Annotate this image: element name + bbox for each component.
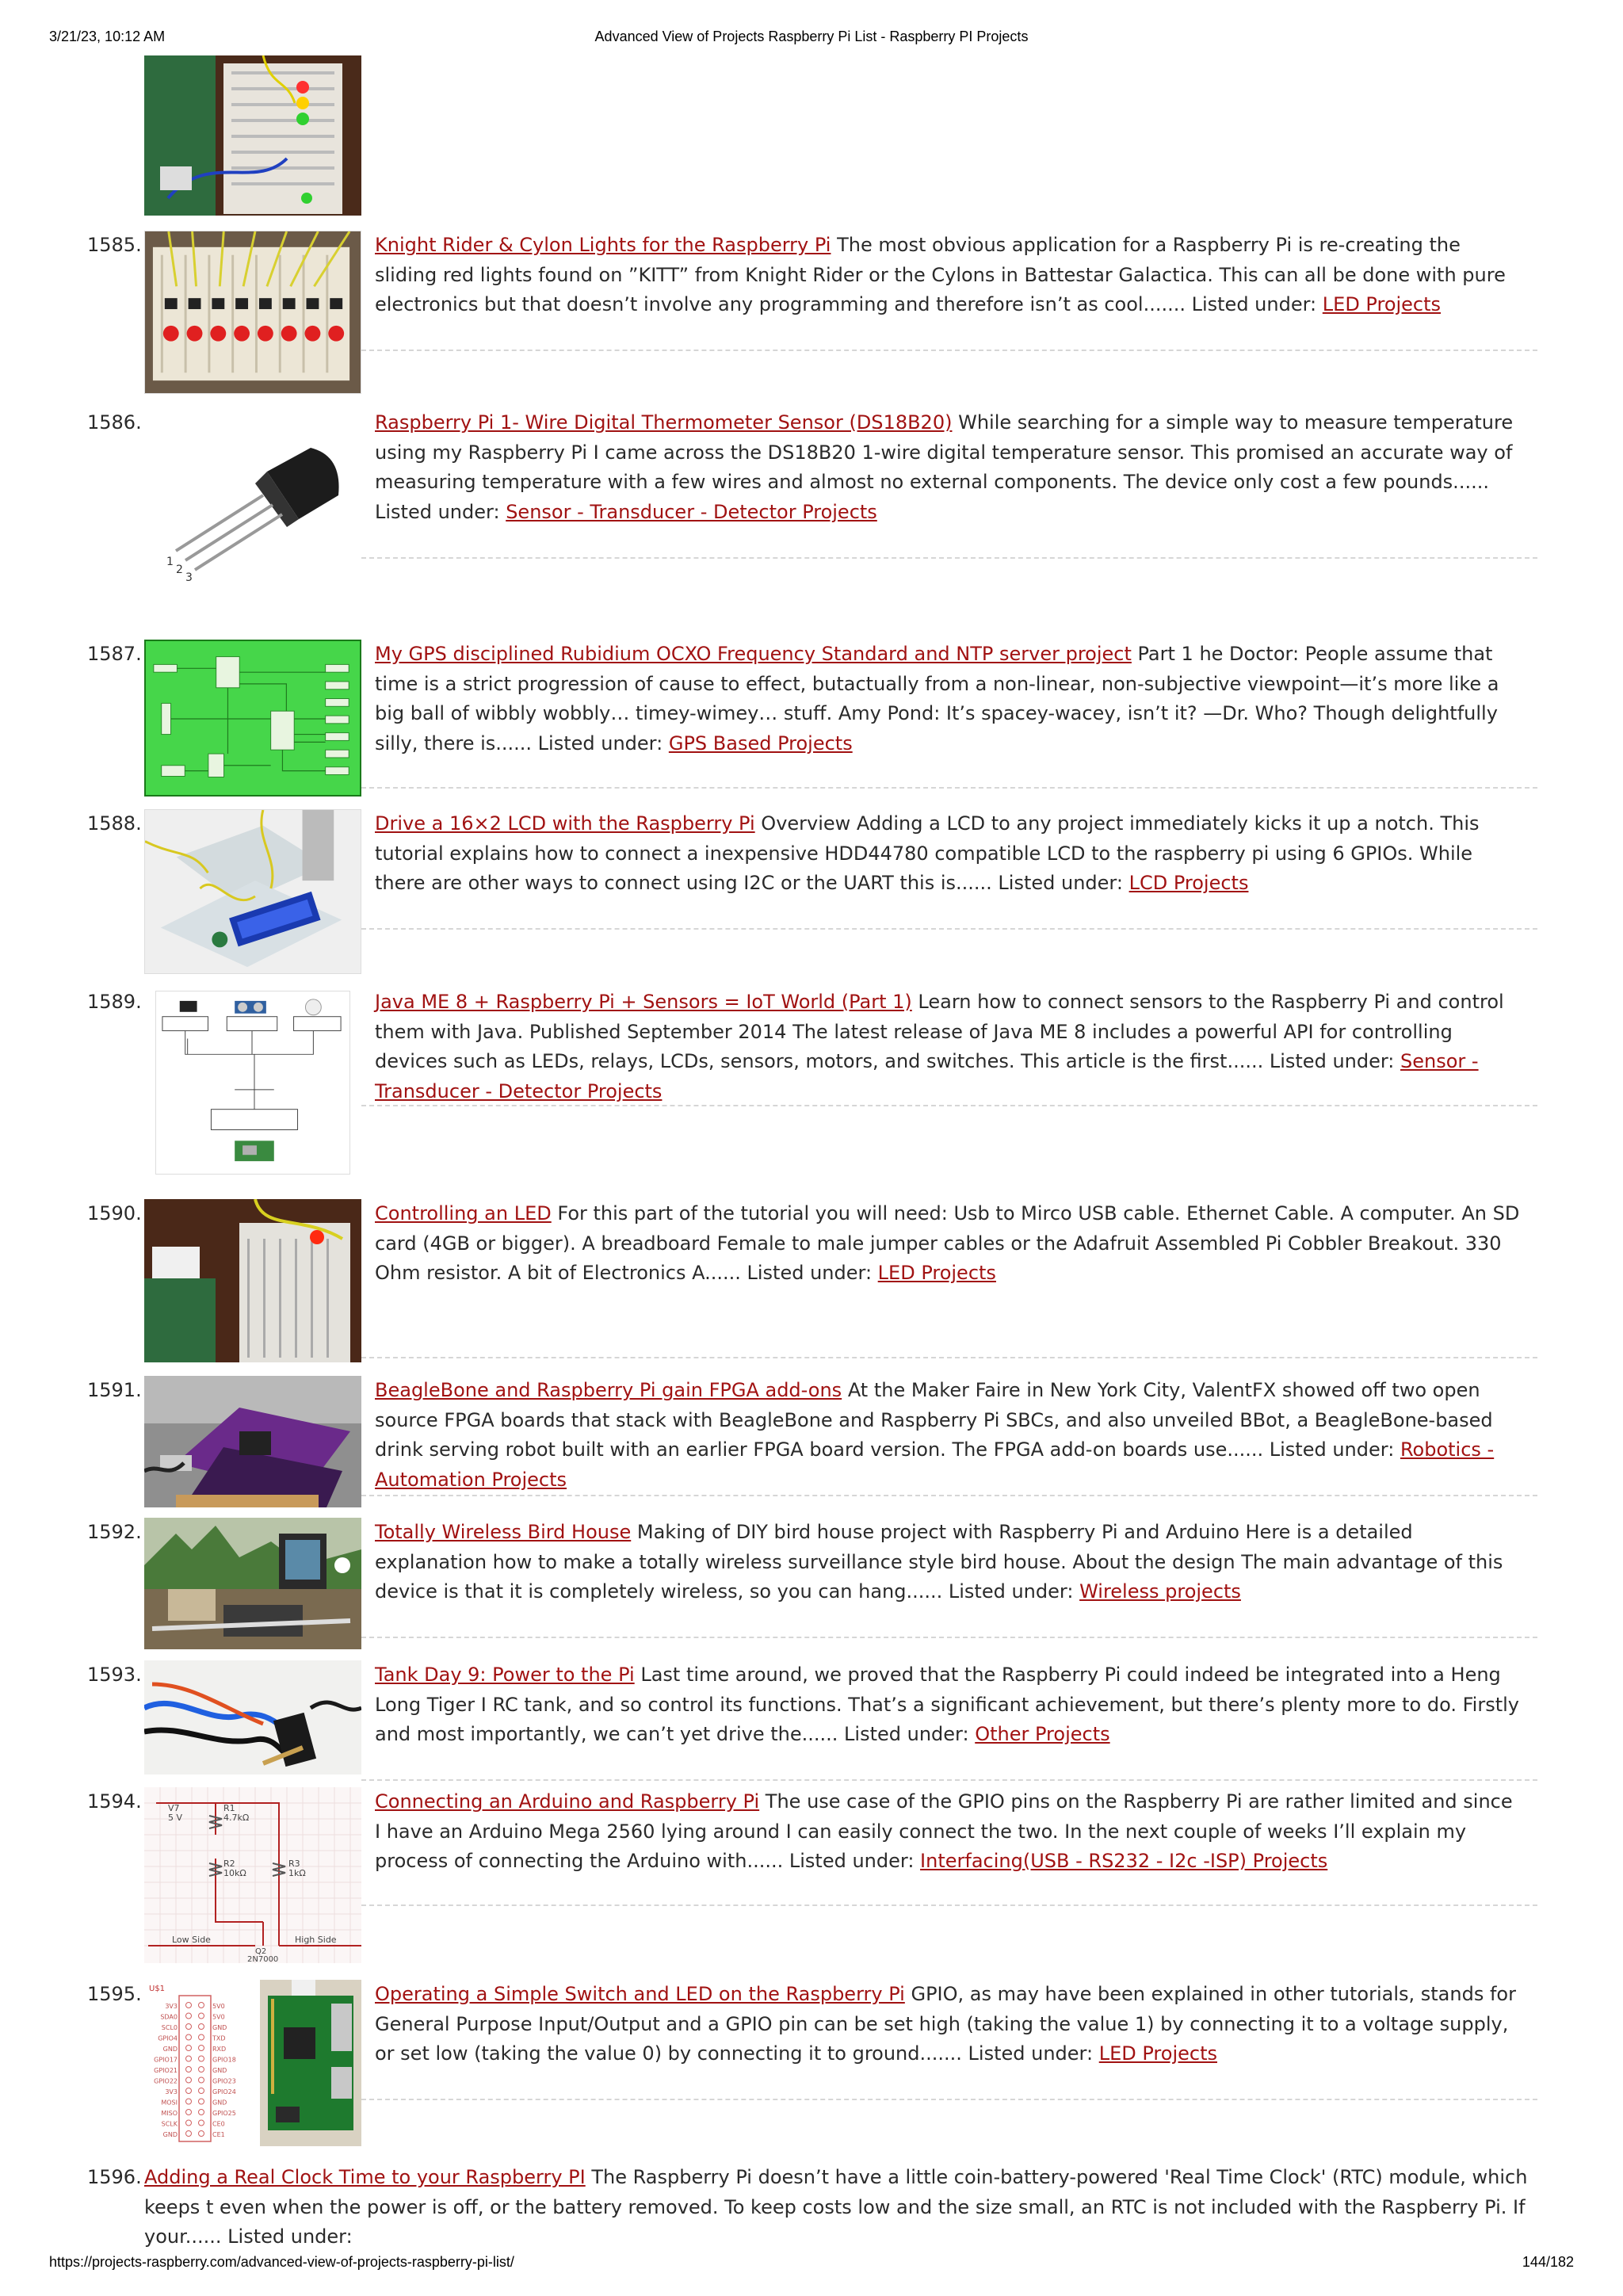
project-thumbnail[interactable] [144,640,361,797]
item-number: 1587. [87,643,142,665]
category-link[interactable]: Other Projects [975,1723,1110,1745]
pin-label-right: CE1 [212,2131,225,2138]
project-summary: Overview Adding a LCD to any project immediately kicks it up a notch. This tutorial explains how to connect a inexpensive HDD44780 compatible LCD to the raspberry pi using 6 GPIOs. While there are other ways to connect using I2C or the UART this is...... Listed under: [375,812,1480,894]
page-url: https://projects-raspberry.com/advanced-view-of-projects-raspberry-pi-list/ [49,2254,514,2270]
pin-label-left: 3V3 [165,2003,178,2010]
item-description [375,1376,1520,1495]
project-title-link[interactable]: My GPS disciplined Rubidium OCXO Frequency Standard and NTP server project [375,643,1132,665]
item-number: 1590. [87,1202,142,1224]
item-number: 1592. [87,1521,142,1543]
project-thumbnail[interactable] [144,1199,361,1362]
pin-label-right: TXD [212,2034,226,2042]
project-title-link[interactable]: Drive a 16×2 LCD with the Raspberry Pi [375,812,755,835]
item-description [375,1660,1520,1750]
project-thumbnail [144,55,361,216]
pin-label-left: GPIO21 [154,2067,178,2074]
project-thumbnail[interactable] [144,231,361,394]
item-divider [361,928,1537,930]
project-summary: Making of DIY bird house project with Raspberry Pi and Arduino Here is a detailed explanation how to make a totally wireless surveillance style bird house. About the design The main advantage of this device is that it is completely wireless, so you can hang...... Listed under: [375,1521,1503,1603]
project-summary: Part 1 he Doctor: People assume that time is a strict progression of cause to effect, butactually from a non-linear, non-subjective viewpoint—it’s more like a big ball of wibbly wobbly… timey-wimey… stuff. Amy Pond: It’s spacey-wacey, isn’t it? —Dr. Who? Though delightfully silly, there is...... Listed under: [375,643,1499,755]
category-link[interactable]: Interfacing(USB - RS232 - I2c -ISP) Projects [920,1850,1328,1872]
project-summary: For this part of the tutorial you will need: Usb to Mirco USB cable. Ethernet Cable. A computer. An SD card (4GB or bigger). A breadboard Female to male jumper cables or the Adafruit Assembled Pi Cobbler Breakout. 330 Ohm resistor. A bit of Electronics A...... Listed under: [375,1202,1520,1284]
project-summary: The most obvious application for a Raspberry Pi is re-creating the sliding red lights found on ”KITT” from Knight Rider or the Cylons in Battestar Galactica. This can all be done with pure electronics but that doesn’t involve any programming and therefore isn’t as cool....... Listed under: [375,234,1506,315]
item-divider [361,787,1537,789]
v7-label: V7 [168,1803,180,1813]
category-link[interactable]: GPS Based Projects [668,732,853,755]
item-divider [361,2099,1537,2100]
project-summary: The Raspberry Pi doesn’t have a little coin-battery-powered 'Real Time Clock' (RTC) module, which keeps t even when the power is off, or the battery removed. To keep costs low and the size small, an RTC is not included with the Raspberry Pi. If your...... Listed under: [144,2166,1528,2248]
item-description [375,988,1520,1106]
project-thumbnail[interactable] [144,1660,361,1775]
print-datetime: 3/21/23, 10:12 AM [49,29,166,44]
pin-label-left: GND [162,2131,178,2138]
category-link[interactable]: LED Projects [1322,293,1442,315]
print-footer [49,2254,1574,2273]
category-link[interactable]: Sensor - Transducer - Detector Projects [375,1050,1479,1102]
pin-header-diagram[interactable] [144,1981,247,2146]
pin-label-right: GPIO24 [212,2088,236,2095]
pin-label-left: GPIO22 [154,2077,178,2085]
pin-label-left: GPIO17 [154,2056,178,2064]
project-title-link[interactable]: BeagleBone and Raspberry Pi gain FPGA add-ons [375,1379,842,1401]
pin-label-right: 5V0 [212,2013,225,2021]
pin-label-right: GPIO23 [212,2077,236,2085]
item-number: 1596. [87,2166,142,2188]
item-divider [361,1637,1537,1638]
item-divider [361,557,1537,559]
project-thumbnail[interactable] [144,1518,361,1649]
r1-label: R1 [223,1803,235,1813]
project-summary: GPIO, as may have been explained in other tutorials, stands for General Purpose Input/Output and a GPIO pin can be set high (taking the value 1) by connecting it to a voltage supply, or set low (taking the value 0) by connecting it to ground....... Listed under: [375,1983,1516,2065]
project-title-link[interactable]: Controlling an LED [375,1202,552,1224]
project-thumbnail[interactable] [144,1787,361,1963]
pin-label-left: GPIO4 [158,2034,178,2042]
pin-label-3: 3 [185,571,193,583]
pin-label-right: RXD [212,2046,227,2053]
category-link[interactable]: Sensor - Transducer - Detector Projects [506,500,877,523]
r2-value: 10kΩ [223,1868,246,1878]
pin-label-left: 3V3 [165,2088,178,2095]
item-description [375,809,1520,899]
item-divider [361,1779,1537,1781]
item-number: 1594. [87,1790,142,1813]
pin-label-right: GND [212,2099,227,2107]
item-number: 1588. [87,812,142,835]
high-side-label: High Side [295,1935,337,1945]
project-summary: At the Maker Faire in New York City, ValentFX showed off two open source FPGA boards that stack with BeagleBone and Raspberry Pi SBCs, and also unveiled BBot, a BeagleBone-based drink serving robot built with an earlier FPGA board version. The FPGA add-on boards use...... Listed under: [375,1379,1493,1461]
category-link[interactable]: LED Projects [877,1262,996,1284]
r3-label: R3 [288,1859,300,1869]
project-thumbnail[interactable] [144,809,361,974]
item-number: 1593. [87,1664,142,1686]
project-thumbnail[interactable] [144,1376,361,1507]
project-title-link[interactable]: Adding a Real Clock Time to your Raspberry PI [144,2166,586,2188]
item-divider [361,350,1537,351]
item-divider [361,1904,1537,1906]
pin-label-left: MISO [161,2110,178,2117]
q2-label: Q2 [255,1947,267,1956]
page-number: 144/182 [1522,2254,1574,2270]
pin-label-left: MOSI [161,2099,178,2107]
pin-label-right: GPIO25 [212,2110,236,2117]
project-title-link[interactable]: Connecting an Arduino and Raspberry Pi [375,1790,760,1813]
item-divider [361,1357,1537,1358]
pin-label-left: GND [162,2046,178,2053]
item-divider [361,1105,1537,1106]
item-number: 1585. [87,234,142,256]
category-link[interactable]: LCD Projects [1128,872,1249,894]
r1-value: 4.7kΩ [223,1813,250,1823]
low-side-label: Low Side [172,1935,211,1945]
project-title-link[interactable]: Totally Wireless Bird House [375,1521,632,1543]
category-link[interactable]: Wireless projects [1079,1580,1241,1603]
project-title-link[interactable]: Raspberry Pi 1- Wire Digital Thermometer Sensor (DS18B20) [375,411,953,434]
item-description [375,1980,1520,2069]
pin-label-left: SCL0 [161,2024,178,2031]
pin-label-left: SCLK [161,2120,178,2128]
project-summary: While searching for a simple way to measure temperature using my Raspberry Pi I came across the DS18B20 1-wire digital temperature sensor. This promised an accurate way of measuring temperature with a few wires and almost no external components. The device only cost a few pounds...... Listed under: [375,411,1514,523]
q2-value: 2N7000 [247,1955,279,1963]
item-divider [361,1495,1537,1496]
item-description [375,640,1520,758]
r3-value: 1kΩ [288,1868,306,1878]
project-thumbnail[interactable] [155,991,350,1175]
item-description [375,1199,1520,1289]
print-page-title: Advanced View of Projects Raspberry Pi List - Raspberry PI Projects [594,29,1029,44]
item-number: 1586. [87,411,142,434]
item-description [144,2163,1571,2252]
item-description [375,1787,1520,1877]
pin-label-left: SDA0 [160,2013,178,2021]
item-number: 1589. [87,991,142,1013]
item-description [375,231,1520,320]
project-thumbnail[interactable] [144,408,361,583]
item-description [375,1518,1520,1607]
v7-value: 5 V [168,1813,183,1823]
item-description [375,408,1520,527]
project-title-link[interactable]: Knight Rider & Cylon Lights for the Raspberry Pi [375,234,831,256]
item-number: 1595. [87,1983,142,2005]
project-title-link[interactable]: Operating a Simple Switch and LED on the Raspberry Pi [375,1983,905,2005]
project-title-link[interactable]: Java ME 8 + Raspberry Pi + Sensors = IoT World (Part 1) [375,991,912,1013]
pin-label-right: GND [212,2067,227,2074]
project-summary: The use case of the GPIO pins on the Raspberry Pi are rather limited and since I have an Arduino Mega 2560 lying around I can easily connect the two. In the next couple of weeks I’ll explain my process of connecting the Arduino with...... Listed under: [375,1790,1513,1872]
project-summary: Last time around, we proved that the Raspberry Pi could indeed be integrated into a Heng Long Tiger I RC tank, and so control its functions. That’s a significant achievement, but there’s plenty more to do. Firstly and most importantly, we can’t yet drive the...... Listed under: [375,1664,1519,1745]
pin-label-right: 5V0 [212,2003,225,2010]
pin-label-right: GND [212,2024,227,2031]
project-summary: Learn how to connect sensors to the Raspberry Pi and control them with Java. Published September 2014 The latest release of Java ME 8 includes a powerful API for controlling devices such as LEDs, relays, LCDs, sensors, motors, and switches. This article is the first...... Listed under: [375,991,1504,1072]
pin-label-2: 2 [176,563,183,576]
pin-label-right: CE0 [212,2120,225,2128]
project-thumbnail[interactable] [260,1980,361,2146]
pin-label-1: 1 [166,556,174,568]
pin-label-right: GPIO18 [212,2056,236,2064]
project-title-link[interactable]: Tank Day 9: Power to the Pi [375,1664,635,1686]
category-link[interactable]: Robotics - Automation Projects [375,1438,1495,1491]
item-number: 1591. [87,1379,142,1401]
pin-header-title: U$1 [149,1985,166,1993]
r2-label: R2 [223,1859,235,1869]
category-link[interactable]: LED Projects [1098,2042,1217,2065]
